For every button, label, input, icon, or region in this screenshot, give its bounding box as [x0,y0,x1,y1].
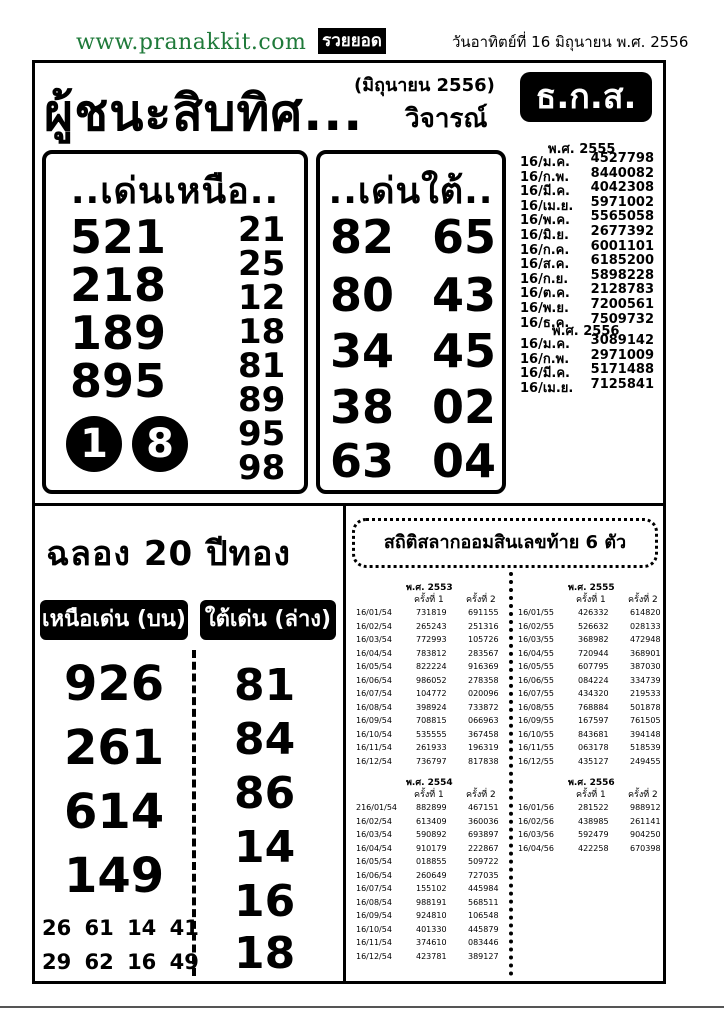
gsb-round2-label: ครั้งที่ 2 [628,595,658,605]
gsb-table-row [518,660,664,673]
gsb-number: 445879 [468,924,499,934]
gsb-number: 988191 [416,897,447,907]
gsb-date: 16/02/56 [518,816,554,826]
gsb-table-row [356,815,502,828]
gsb-year: พ.ศ. 2556 [568,778,615,788]
gsb-date: 16/03/54 [356,635,392,644]
baac-stat-date: 16/มี.ค. [520,184,570,200]
gsb-date: 16/04/54 [356,648,392,658]
issue-date: วันอาทิตย์ที่ 16 มิถุนายน พ.ศ. 2556 [452,33,689,51]
gsb-date: 16/10/54 [356,924,392,934]
gsb-date: 16/08/54 [356,897,392,907]
baac-stat-value: 6185200 [590,253,654,269]
gsb-number: 691155 [468,608,499,617]
gsb-date: 16/03/56 [518,830,554,839]
page-title: ผู้ชนะสิบทิศ... [44,84,364,142]
gsb-number: 196319 [468,743,499,752]
gsb-number: 720944 [578,648,609,658]
gsb-table-row [356,687,502,700]
gsb-table-row [518,687,664,700]
gsb-number: 387030 [630,662,661,671]
upper-number: 926 [64,656,165,712]
gsb-table-row [518,728,664,741]
north-box [42,150,308,494]
gsb-date: 16/06/54 [356,870,392,880]
north-two-digit: 25 [238,244,286,284]
baac-stat-date: 16/ม.ค. [520,155,570,170]
gsb-date: 16/09/54 [356,911,392,920]
south-number: 34 [330,324,395,378]
gsb-table-row [356,741,502,754]
gsb-table-row [356,923,502,936]
gsb-number: 772993 [416,635,447,644]
gsb-number: 367458 [468,729,499,739]
gsb-table-row [356,950,502,963]
gsb-number: 988912 [630,803,661,812]
gsb-table-row [356,647,502,660]
gsb-number: 401330 [416,924,447,934]
title-byline: วิจารณ์ [405,104,488,134]
gsb-number: 260649 [416,870,447,880]
site-url[interactable]: www.pranakkit.com [76,30,307,55]
gsb-number: 614820 [630,608,661,617]
south-number: 38 [330,380,395,434]
gsb-number: 916369 [468,662,499,671]
gsb-number: 281522 [578,803,609,812]
gsb-number: 018855 [416,857,447,866]
gsb-date: 16/11/55 [518,743,554,752]
south-box [316,150,506,494]
baac-stat-date: 16/พ.ค. [520,213,570,229]
gsb-number: 761505 [630,716,661,725]
baac-stat-date: 16/ก.พ. [520,351,570,367]
gsb-year: พ.ศ. 2554 [406,778,453,788]
page-bottom-rule [0,1006,724,1008]
gsb-number: 222867 [468,843,499,853]
baac-stat-value: 8440082 [590,165,654,181]
gsb-table-row [356,896,502,909]
gsb-date: 16/01/55 [518,608,554,617]
gsb-date: 16/09/54 [356,716,392,725]
south-heading: ..เด่นใต้.. [328,171,494,212]
gsb-number: 727035 [468,870,499,880]
gsb-date: 16/05/54 [356,857,392,866]
gsb-date: 16/11/54 [356,743,392,752]
gsb-number: 843681 [578,729,609,739]
gsb-date: 216/01/54 [356,803,398,812]
baac-badge: ธ.ก.ส. [520,72,652,122]
gsb-number: 083446 [468,938,499,947]
baac-stat-value: 4527798 [590,151,654,166]
gsb-date: 16/01/54 [356,608,392,617]
column-divider [343,506,346,984]
north-three-digit: 218 [70,258,167,312]
gsb-number: 736797 [416,756,447,766]
gsb-number: 924810 [416,911,447,920]
gsb-number: 261933 [416,743,447,752]
gsb-table-row [518,701,664,714]
gsb-number: 613409 [416,816,447,826]
gsb-date: 16/10/55 [518,729,554,739]
gsb-date: 16/09/55 [518,716,554,725]
baac-stat-value: 7200561 [590,297,654,312]
baac-stat-date: 16/เม.ย. [520,198,574,214]
upper-small-row: 29 62 16 49 [42,950,199,974]
gsb-table-row [518,606,664,619]
dotted-divider [509,572,513,976]
gsb-date: 16/12/54 [356,951,392,961]
gsb-number: 261141 [630,816,661,826]
gsb-number: 438985 [578,816,609,826]
gsb-number: 283567 [468,648,499,658]
gsb-table-row [356,660,502,673]
baac-stat-value: 7509732 [590,311,654,327]
gsb-table-row [518,674,664,687]
gsb-number: 155102 [416,884,447,893]
gsb-number: 167597 [578,716,609,725]
lower-number: 86 [234,768,296,819]
gsb-number: 251316 [468,621,499,631]
gsb-round1-label: ครั้งที่ 1 [414,595,444,605]
gsb-number: 066963 [468,716,499,725]
gsb-table-row [356,801,502,814]
gsb-number: 389127 [468,951,499,961]
gsb-number: 334739 [630,675,661,685]
gsb-table-row [356,606,502,619]
gsb-number: 733872 [468,702,499,712]
gsb-date: 16/02/55 [518,621,554,631]
north-circle-digit: 8 [132,416,188,472]
gsb-date: 16/04/54 [356,843,392,853]
gsb-table-row [356,936,502,949]
north-three-digit: 895 [70,354,167,408]
gsb-table-row [518,741,664,754]
south-number: 04 [432,434,497,488]
gsb-round2-label: ครั้งที่ 2 [466,595,496,605]
gsb-table-row [356,620,502,633]
baac-stat-date: 16/ก.ค. [520,242,570,258]
gsb-number: 106548 [468,911,499,920]
gsb-date: 16/07/55 [518,689,554,698]
gsb-date: 16/06/54 [356,675,392,685]
gsb-table-row [356,674,502,687]
gsb-number: 509722 [468,857,499,866]
gsb-number: 693897 [468,830,499,839]
gsb-table-row [518,714,664,727]
baac-stat-date: 16/เม.ย. [520,380,574,396]
gsb-number: 535555 [416,729,447,739]
baac-stat-date: 16/ธ.ค. [520,315,570,331]
gsb-number: 084224 [578,675,609,685]
upper-small-row: 26 61 14 41 [42,916,199,940]
gsb-date: 16/03/55 [518,635,554,644]
south-number: 02 [432,380,497,434]
gsb-number: 768884 [578,702,609,712]
gsb-number: 422258 [578,843,609,853]
gsb-number: 526632 [578,621,609,631]
gsb-number: 590892 [416,830,447,839]
gsb-number: 394148 [630,729,661,739]
gsb-table-row [356,701,502,714]
gsb-table-row [518,801,664,814]
baac-stat-value: 2971009 [590,347,654,363]
gsb-table-row [356,633,502,646]
baac-stat-date: 16/มิ.ย. [520,228,569,243]
gsb-year: พ.ศ. 2553 [406,583,453,593]
gsb-stats-title: สถิติสลากออมสินเลขท้าย 6 ตัว [352,518,658,568]
baac-stat-date: 16/ม.ค. [520,337,570,352]
gsb-date: 16/07/54 [356,884,392,893]
gsb-number: 822224 [416,662,447,671]
gsb-date: 16/08/55 [518,702,554,712]
gsb-table-row [518,842,664,855]
gsb-table-row [518,647,664,660]
baac-year-2556: พ.ศ. 2556 [552,324,620,339]
north-three-digit: 189 [70,306,167,360]
gsb-table-row [518,633,664,646]
baac-stat-value: 5565058 [590,209,654,225]
gsb-table-row [356,755,502,768]
gsb-number: 063178 [578,743,609,752]
lower-number: 18 [234,928,296,979]
dashed-divider [192,650,196,976]
gsb-round1-label: ครั้งที่ 1 [576,790,606,800]
gsb-number: 910179 [416,843,447,853]
gsb-number: 986052 [416,675,447,685]
gsb-number: 278358 [468,675,499,685]
gsb-number: 020096 [468,689,499,698]
baac-stat-date: 16/ส.ค. [520,257,570,273]
gsb-number: 783812 [416,648,447,658]
baac-stat-value: 4042308 [590,180,654,196]
north-two-digit: 98 [238,448,286,488]
baac-year-2555: พ.ศ. 2555 [548,142,616,157]
section-divider [32,503,666,506]
north-two-digit: 95 [238,414,286,454]
gsb-year: พ.ศ. 2555 [568,583,615,593]
gsb-number: 398924 [416,702,447,712]
baac-stat-value: 7125841 [590,376,654,392]
gsb-round1-label: ครั้งที่ 1 [414,790,444,800]
gsb-number: 904250 [630,830,661,839]
gsb-number: 467151 [468,803,499,812]
baac-stat-value: 5971002 [590,194,654,210]
upper-number: 614 [64,784,165,840]
gsb-number: 882899 [416,803,447,812]
baac-stat-value: 5898228 [590,267,654,283]
gsb-table-row [518,828,664,841]
publication-logo: รวยยอด [318,28,386,54]
gsb-date: 16/02/54 [356,621,392,631]
gsb-date: 16/05/55 [518,662,554,671]
gsb-date: 16/06/55 [518,675,554,685]
baac-stat-date: 16/มี.ค. [520,366,570,382]
gsb-number: 368982 [578,635,609,644]
gsb-table-row [356,714,502,727]
gsb-date: 16/10/54 [356,729,392,739]
baac-stat-date: 16/ต.ค. [520,286,570,302]
gsb-table-row [356,909,502,922]
gsb-number: 434320 [578,689,609,698]
upper-number: 261 [64,720,165,776]
gsb-number: 265243 [416,621,447,631]
gsb-number: 360036 [468,816,499,826]
gsb-round2-label: ครั้งที่ 2 [466,790,496,800]
gsb-number: 374610 [416,938,447,947]
gsb-number: 249455 [630,756,661,766]
gsb-number: 028133 [630,621,661,631]
gsb-date: 16/11/54 [356,938,392,947]
gsb-table-row [356,882,502,895]
celebrate-heading: ฉลอง 20 ปีทอง [46,534,292,574]
gsb-number: 426332 [578,608,609,617]
gsb-number: 670398 [630,843,661,853]
title-month: (มิถุนายน 2556) [354,75,495,96]
gsb-number: 607795 [578,662,609,671]
gsb-table-row [518,620,664,633]
lower-number: 84 [234,714,296,765]
south-number: 82 [330,210,395,264]
gsb-table-row [356,842,502,855]
gsb-date: 16/02/54 [356,816,392,826]
south-number: 65 [432,210,497,264]
gsb-table-row [518,755,664,768]
gsb-number: 423781 [416,951,447,961]
gsb-number: 219533 [630,689,661,698]
gsb-table-row [356,869,502,882]
lower-number: 14 [234,822,296,873]
gsb-date: 16/07/54 [356,689,392,698]
gsb-number: 817838 [468,756,499,766]
gsb-number: 445984 [468,884,499,893]
baac-stat-value: 2677392 [590,224,654,239]
gsb-date: 16/01/56 [518,803,554,812]
baac-stat-date: 16/ก.ย. [520,271,569,287]
gsb-number: 708815 [416,716,447,725]
gsb-date: 16/05/54 [356,662,392,671]
gsb-number: 518539 [630,743,661,752]
baac-stat-value: 2128783 [590,282,654,298]
gsb-date: 16/04/56 [518,843,554,853]
gsb-table-row [356,828,502,841]
tab-upper: เหนือเด่น (บน) [40,600,188,640]
tab-lower: ใต้เด่น (ล่าง) [200,600,336,640]
gsb-table-row [356,855,502,868]
gsb-number: 104772 [416,689,447,698]
north-two-digit: 89 [238,380,286,420]
south-number: 43 [432,268,497,322]
gsb-number: 472948 [630,635,661,644]
gsb-date: 16/08/54 [356,702,392,712]
south-number: 80 [330,268,395,322]
south-number: 45 [432,324,497,378]
baac-stat-value: 3089142 [590,333,654,348]
lower-number: 81 [234,660,296,711]
gsb-number: 731819 [416,608,447,617]
gsb-date: 16/12/55 [518,756,554,766]
baac-stat-value: 6001101 [590,238,654,254]
north-circle-digit: 1 [66,416,122,472]
upper-number: 149 [64,848,165,904]
baac-stat-value: 5171488 [590,362,654,378]
gsb-number: 368901 [630,648,661,658]
gsb-number: 105726 [468,635,499,644]
north-heading: ..เด่นเหนือ.. [70,171,280,212]
gsb-table-row [518,815,664,828]
gsb-date: 16/03/54 [356,830,392,839]
gsb-date: 16/04/55 [518,648,554,658]
gsb-number: 568511 [468,897,499,907]
north-two-digit: 81 [238,346,286,386]
gsb-date: 16/12/54 [356,756,392,766]
gsb-table-row [356,728,502,741]
south-number: 63 [330,434,395,488]
gsb-number: 501878 [630,702,661,712]
north-two-digit: 18 [238,312,286,352]
north-two-digit: 12 [238,278,286,318]
gsb-number: 435127 [578,756,609,766]
lower-number: 16 [234,876,296,927]
baac-stat-date: 16/ก.พ. [520,169,570,185]
gsb-round2-label: ครั้งที่ 2 [628,790,658,800]
gsb-round1-label: ครั้งที่ 1 [576,595,606,605]
baac-stat-date: 16/พ.ย. [520,301,569,316]
gsb-number: 592479 [578,830,609,839]
north-two-digit: 21 [238,210,286,250]
north-three-digit: 521 [70,210,167,264]
